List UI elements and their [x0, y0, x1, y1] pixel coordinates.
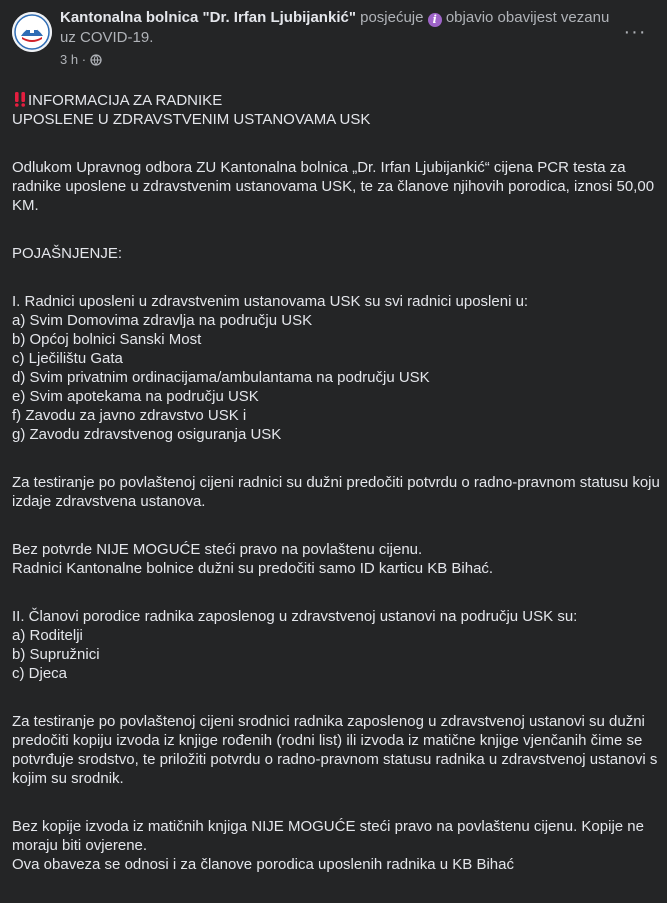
- post-title-line-2: UPOSLENE U ZDRAVSTVENIM USTANOVAMA USK: [12, 111, 371, 128]
- info-icon: i: [428, 13, 442, 27]
- post-attribution: [60, 8, 620, 68]
- page-avatar[interactable]: [12, 12, 52, 52]
- post-timestamp[interactable]: 3 h: [60, 52, 79, 67]
- list-item: f) Zavodu za javno zdravstvo USK i: [12, 407, 247, 424]
- post-meta: [60, 52, 620, 68]
- page-name-link[interactable]: Kantonalna bolnica "Dr. Irfan Ljubijankić": [60, 9, 356, 26]
- section-2-heading: II. Članovi porodice radnika zaposlenog u zdravstvenoj ustanovi na području USK su:: [12, 608, 578, 625]
- post-intro: Odlukom Upravnog odbora ZU Kantonalna bolnica „Dr. Irfan Ljubijankić“ cijena PCR testa za radnike uposlene u zdravstvenim ustanovama USK, te za članove njihovih porodica, iznosi 50,00 KM.: [12, 159, 655, 214]
- hospital-logo-icon: [12, 12, 52, 52]
- post-action-text: objavio obavijest vezanu uz COVID-19.: [60, 9, 610, 46]
- no-certificate-line-1: Bez potvrde NIJE MOGUĆE steći pravo na povlaštenu cijenu.: [12, 541, 423, 558]
- explanation-label: POJAŠNJENJE:: [12, 245, 123, 262]
- post-title-line-1: INFORMACIJA ZA RADNIKE: [28, 92, 223, 109]
- section-1: [12, 292, 660, 444]
- list-item: g) Zavodu zdravstvenog osiguranja USK: [12, 426, 282, 443]
- list-item: a) Roditelji: [12, 627, 83, 644]
- list-item: e) Svim apotekama na području USK: [12, 388, 259, 405]
- relatives-paragraph: Za testiranje po povlaštenoj cijeni srodnici radnika zaposlenog u zdravstvenoj ustanovi su dužni predočiti kopiju izvoda iz knjige rođenih (rodni list) ili izvoda iz matične knjige vjenčanih čime se potvrđuje srodstvo, te priložiti potvrdu o radno-pravnom statusu radnika u zdravstvenoj ustanovi s kojim su srodnik.: [12, 713, 658, 787]
- list-item: d) Svim privatnim ordinacijama/ambulantama na području USK: [12, 369, 430, 386]
- meta-separator: ·: [81, 52, 87, 67]
- certificate-paragraph: Za testiranje po povlaštenoj cijeni radnici su dužni predočiti potvrdu o radno-pravnom statusu koju izdaje zdravstvena ustanova.: [12, 474, 660, 510]
- section-2: [12, 607, 660, 683]
- final-line-2: Ova obaveza se odnosi i za članove porodica uposlenih radnika u KB Bihać: [12, 856, 514, 873]
- section-1-heading: I. Radnici uposleni u zdravstvenim ustanovama USK su svi radnici uposleni u:: [12, 293, 529, 310]
- list-item: c) Lječilištu Gata: [12, 350, 123, 367]
- double-exclamation-icon: [12, 91, 28, 107]
- list-item: b) Općoj bolnici Sanski Most: [12, 331, 202, 348]
- post-title: [12, 91, 660, 129]
- more-options-button[interactable]: ···: [623, 21, 647, 43]
- list-item: a) Svim Domovima zdravlja na području USK: [12, 312, 313, 329]
- visiting-label: posjećuje: [360, 9, 424, 26]
- no-certificate-paragraph: [12, 540, 660, 578]
- post-header: [12, 8, 655, 67]
- final-line-1: Bez kopije izvoda iz matičnih knjiga NIJE MOGUĆE steći pravo na povlaštenu cijenu. Kopije ne moraju biti ovjerene.: [12, 818, 644, 854]
- list-item: b) Supružnici: [12, 646, 100, 663]
- final-paragraph: [12, 817, 660, 874]
- list-item: c) Djeca: [12, 665, 68, 682]
- post-body: [12, 72, 660, 903]
- globe-icon[interactable]: [90, 54, 102, 66]
- no-certificate-line-2: Radnici Kantonalne bolnice dužni su predočiti samo ID karticu KB Bihać.: [12, 560, 494, 577]
